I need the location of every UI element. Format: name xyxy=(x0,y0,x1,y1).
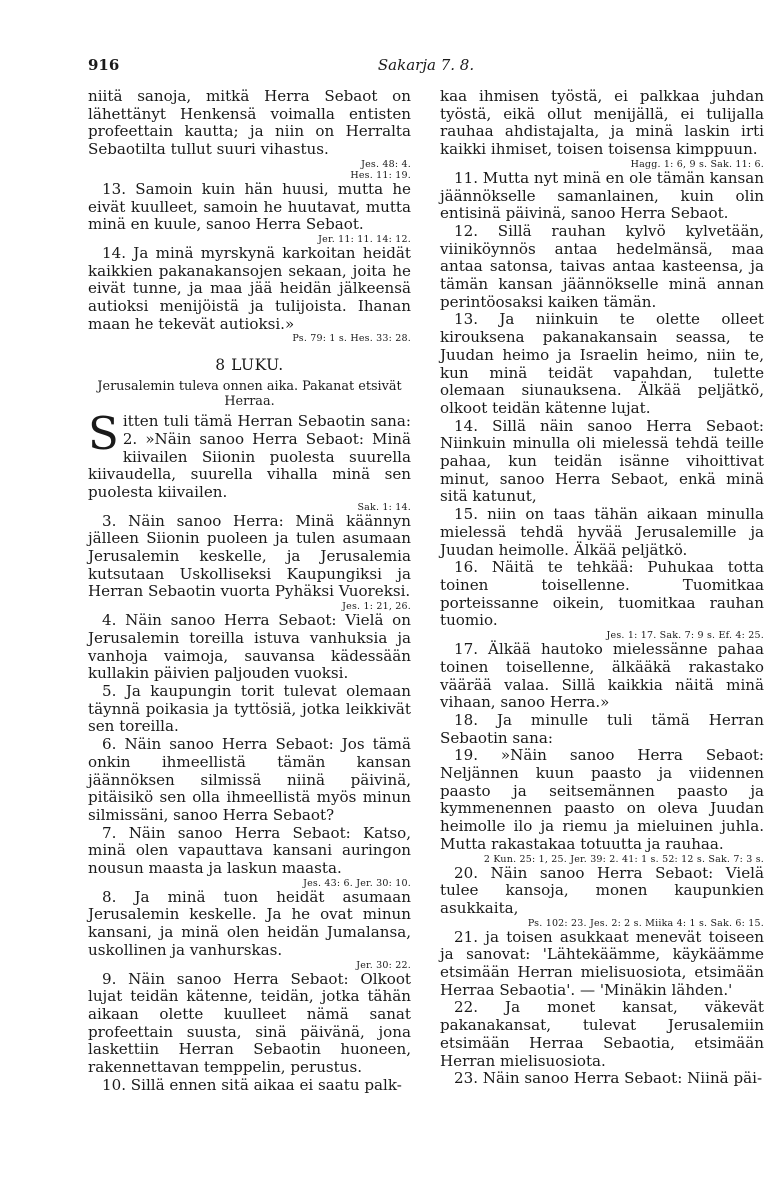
verse-list xyxy=(88,181,411,345)
verse: 8. Ja minä tuon heidät asumaan Jerusalemin keskelle. Ja he ovat minun kansani, ja minä olen heidän Jumalansa, uskollinen ja vanhurskas. xyxy=(88,887,411,959)
verse: 11. Mutta nyt minä en ole tämän kansan jäännökselle samanlainen, kuin olin entisinä päivinä, sanoo Herra Sebaot. xyxy=(440,168,764,223)
chapter-heading: 8 LUKU. xyxy=(215,356,284,375)
verse: 10. Sillä ennen sitä aikaa ei saatu palk- xyxy=(102,1075,402,1094)
cross-reference: Ps. 79: 1 s. Hes. 33: 28. xyxy=(292,333,411,345)
running-title: Sakarja 7. 8. xyxy=(377,56,475,74)
drop-cap: S xyxy=(88,407,119,461)
verse: 4. Näin sanoo Herra Sebaot: Vielä on Jerusalemin toreilla istuva vanhuksia ja vanhoja vaimoja, sauvansa kädessään kullakin päivien paljouden vuoksi. xyxy=(88,611,411,683)
verse: 12. Sillä rauhan kylvö kylvetään, viiniköynnös antaa hedelmänsä, maa antaa satonsa, taivas antaa kasteensa, ja tämän kansan jäännökselle minä annan perintöosaksi kaiken tämän. xyxy=(440,221,764,311)
verse: 7. Näin sanoo Herra Sebaot: Katso, minä olen vapauttava kansani auringon nousun maasta ja laskun maasta. xyxy=(88,823,411,878)
verse: 6. Näin sanoo Herra Sebaot: Jos tämä onkin ihmeellistä tämän kansan jäännöksen silmissä niinä päivinä, pitäisikö sen olla ihmeellistä myös minun silmissäni, sanoo Herra Sebaot? xyxy=(88,735,411,824)
cross-reference: Jes. 1: 21, 26. xyxy=(342,601,411,613)
verse: 16. Näitä te tehkää: Puhukaa totta toinen toisellenne. Tuomitkaa porteissanne oikein, tuomitkaa rauhan tuomio. xyxy=(440,558,764,630)
cross-reference: Sak. 1: 14. xyxy=(357,501,411,513)
cross-reference: Hagg. 1: 6, 9 s. Sak. 11: 6. xyxy=(630,158,764,170)
verse: 20. Näin sanoo Herra Sebaot: Vielä tulee kansoja, monen kaupunkien asukkaita, xyxy=(440,863,764,917)
cross-reference: Jer. 11: 11. 14: 12. xyxy=(318,233,411,245)
verse-list xyxy=(88,513,411,1095)
verse: 18. Ja minulle tuli tämä Herran Sebaotin sana: xyxy=(440,710,764,747)
cross-reference: Jes. 48: 4. xyxy=(361,158,411,170)
verse: 15. niin on taas tähän aikaan minulla mielessä tehdä hyvää Jerusalemille ja Juudan heimolle. Älkää peljätkö. xyxy=(440,505,764,559)
verse: 22. Ja monet kansat, väkevät pakanakansat, tulevat Jerusalemiin etsimään Herraa Sebaotia, etsimään Herran mielisuosiota. xyxy=(440,998,764,1070)
cross-reference: Ps. 102: 23. Jes. 2: 2 s. Miika 4: 1 s. Sak. 6: 15. xyxy=(527,917,764,929)
cross-reference: Jes. 1: 17. Sak. 7: 9 s. Ef. 4: 25. xyxy=(606,630,764,642)
continued-verse-text: kaa ihmisen työstä, ei palkkaa juhdan työstä, eikä ollut menijällä, ei tulijalla rauhaa ahdistajalta, ja minä laskin irti kaikki ihmiset, toisen toisensa kimppuun. xyxy=(440,87,764,159)
page-header xyxy=(88,56,764,78)
cross-reference: Jer. 30: 22. xyxy=(356,959,411,971)
page-number: 916 xyxy=(88,56,120,74)
verse: 5. Ja kaupungin torit tulevat olemaan täynnä poikasia ja tyttösiä, jotka leikkivät sen toreilla. xyxy=(88,681,411,736)
cross-reference: Hes. 11: 19. xyxy=(350,169,411,181)
left-column xyxy=(88,88,411,1094)
verse: 3. Näin sanoo Herra: Minä käännyn jälleen Siionin puoleen ja tulen asumaan Jerusalemin keskelle, ja Jerusalemia kutsutaan Uskolliseksi Kaupungiksi ja Herran Sebaotin vuorta Pyhäksi Vuoreksi. xyxy=(88,511,411,601)
verse-list xyxy=(440,170,764,1088)
verse: 23. Näin sanoo Herra Sebaot: Niinä päi- xyxy=(454,1069,763,1088)
verse: 13. Samoin kuin hän huusi, mutta he eivät kuulleet, samoin he huutavat, mutta minä en kuule, sanoo Herra Sebaot. xyxy=(88,179,411,234)
chapter-subtitle: Jerusalemin tuleva onnen aika. Pakanat etsivät Herraa. xyxy=(97,379,402,410)
cross-reference: Jes. 43: 6. Jer. 30: 10. xyxy=(303,877,411,889)
verse: 9. Näin sanoo Herra Sebaot: Olkoot lujat teidän kätenne, teidän, jotka tähän aikaan olette kuulleet nämä sanat profeettain suusta, sinä päivänä, jona laskettiin Herran Sebaotin huoneen, rakennettavan temppelin, perustus. xyxy=(88,969,411,1077)
verse: 19. »Näin sanoo Herra Sebaot: Neljännen kuun paasto ja viidennen paasto ja seitsemännen paasto ja kymmenennen paasto on oleva Juudan heimolle ilo ja riemu ja mieluinen juhla. Mutta rakastakaa totuutta ja rauhaa. xyxy=(440,746,764,853)
right-column xyxy=(440,88,764,1088)
verse: 14. Sillä näin sanoo Herra Sebaot: Niinkuin minulla oli mielessä tehdä teille pahaa, kun teidän isänne vihoittivat minut, sanoo Herra Sebaot, enkä minä sitä katunut, xyxy=(440,416,764,506)
verse: 17. Älkää hautoko mielessänne pahaa toinen toisellenne, älkääkä rakastako väärää valaa. Sillä kaikkia näitä minä vihaan, sanoo Herra.» xyxy=(440,640,764,712)
verse: 13. Ja niinkuin te olette olleet kirouksena pakanakansain seassa, te Juudan heimo ja Israelin heimo, niin te, kun minä teidät vapahdan, tulette olemaan siunauksena. Älkää peljätkö, olkoot teidän kätenne lujat. xyxy=(440,310,764,417)
verse-text: itten tuli tämä Herran Sebaotin sana: 2. »Näin sanoo Herra Sebaot: Minä kiivailen Siionin puolesta suurella kiivaudella, suurella vihalla minä sen puolesta kiivailen. xyxy=(88,412,411,501)
cross-reference: 2 Kun. 25: 1, 25. Jer. 39: 2. 41: 1 s. 52: 12 s. Sak. 7: 3 s. xyxy=(483,853,764,865)
verse: 21. ja toisen asukkaat menevät toiseen ja sanovat: 'Lähtekäämme, käykäämme etsimään Herran mielisuosiota, etsimään Herraa Sebaotia'. — 'Minäkin lähden.' xyxy=(440,927,764,999)
continued-verse-text: niitä sanoja, mitkä Herra Sebaot on lähettänyt Henkensä voimalla entisten profeettain kautta; ja niin on Herralta Sebaotilta tullut suuri vihastus. xyxy=(88,87,411,159)
verse: 14. Ja minä myrskynä karkoitan heidät kaikkien pakanakansojen sekaan, joita he eivät tunne, ja maa jää heidän jälkeensä autioksi menijöistä ja tulijoista. Ihanan maan he tekevät autioksi.» xyxy=(88,243,411,333)
first-verse xyxy=(88,407,411,502)
